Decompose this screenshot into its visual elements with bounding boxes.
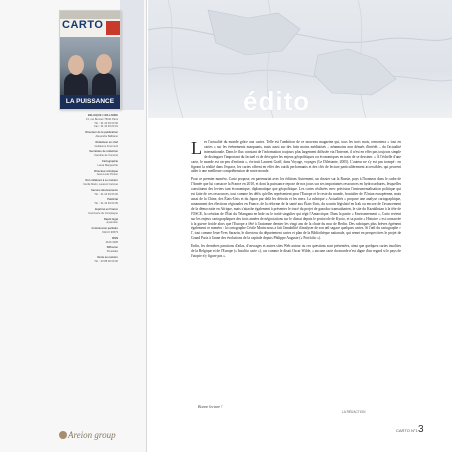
magazine-cover [59,10,121,110]
paragraph-2: Pour ce premier numéro, Carto propose, en partenariat avec les éditions Autrement, un dossier sur la Russie, pays à l'honneur dans le cadre de l'Année que lui consacre la France en 2010, et dont la puissance repose de nos jours sur ses importantes ressources en hydrocarbures, lesquelles constituent des leviers tant économique, diplomatique que géopolitique. Les cartes réalisées avec précision l'instrumentalisation politique qui est faite de ces ressources, tout comme les défis qu'elles représentent pour l'Europe et le reste du monde, frontalier de l'Union européenne, mais aussi de la Chine, des États-Unis et du Japon par delà les détroits et les mers. La rubrique « Actualités » propose une analyse cartographique, notamment des élections régionales en France, de la réforme de la santé aux États-Unis, du scrutin législatif en Irak ou encore de l'avancement de la démocratie en Afrique, mais s'attache également à présenter le tracé du projet de gazoduc transsaharien, le site du Kazakhstan à la tête de l'OSCE, la création de l'État du Telangana en Inde ou le traité singulier qui régit l'Antarctique. Dans la partie « Environnement », Carto revient sur les enjeux cartographiques des trois années de négociations sur le climat depuis le protocole de Kyoto, et sa partie « Histoire » est consacrée à la guerre froide alors que l'Europe a fêté à l'automne dernier les vingt ans de la chute du mur de Berlin. Des rubriques plus brèves égrènent également ce numéro : la cartographe Cécile Marin nous a fait l'amabilité d'analyser de son œil sagace quelques cartes. Si l'œil du cartographe ≠ l', tout comme Jean-Yves Sarazin, le directeur du département cartes et plan de la Bibliothèque nationale, qui remet en perspectives le projet de Grand Paris à l'aune des évolutions de la capitale depuis Philippe Auguste (« Portfolio »). [191,177,401,241]
cover-headline: LA PUISSANCE [60,95,120,109]
credit-text: Tél. : 01 44 93 00 00 [94,121,118,125]
cover-photo [60,37,120,95]
credit-text: Tél. : 03 88 00 00 00 [94,259,118,263]
figure-right-face [96,54,112,74]
credit-text: Fax : 01 44 93 00 01 [94,125,118,129]
editorial-body [191,140,401,262]
credit-text: Presstalis [106,250,118,254]
publisher-logo-text: Areion group [68,430,116,440]
publisher-logo [59,430,116,440]
cover-top-band [60,11,120,19]
credit-heading: Service abonnements [91,188,118,192]
section-title: édito [243,86,311,116]
credit-text: Caroline de Comerel [94,154,118,158]
credit-heading: Cartographie [101,159,118,163]
credit-heading: Secrétaire de rédaction [89,150,118,154]
credit-text: Tél. : 01 44 93 06 00 [94,192,118,196]
credit-text: Alexandre Balbiano [95,134,118,138]
masthead-credits [40,112,118,264]
credit-text: 2100-1995 [105,240,118,244]
credit-text: Tél. : 01 44 93 00 05 [94,202,118,206]
credit-heading: BELGIQUE / HOLLANDE [87,114,118,117]
credit-heading: Publicité [107,198,118,202]
vertical-banner-strip [120,0,144,110]
cover-red-badge [106,21,120,35]
credit-heading: Imprimé en France [94,207,118,211]
paragraph-1 [191,140,401,174]
credit-heading: Rédacteur en chef [95,140,118,144]
credit-heading: Dépôt légal [104,217,118,221]
dropcap: L [191,138,202,158]
page-number: 3 [418,424,424,435]
credit-text: Jean-Louis Pinson [96,173,118,177]
credit-text: Cécile Marin, Laurent Carroué [83,182,118,186]
credit-text: 21, rue Bouvier 75011 Paris [86,117,118,121]
figure-left-face [68,55,84,75]
paragraph-3: Enfin, les dernières parutions d'atlas, d'ouvrages et autres sites Web autour ou ces questions sont présentées, ainsi que quelques cartes insolites de la Belgique et de l'Europe (« Insolito carte »), car comme le disait Oscar Wilde, « aucune carte du monde n'est digne d'un regard si le pays de l'utopie n'y figure pas ». [191,244,401,258]
credit-heading: Commission paritaire [91,227,118,231]
signature: LA RÉDACTION [342,410,366,414]
credit-heading: Directeur artistique [94,169,118,173]
folio-label: CARTO N°1 [396,428,418,433]
credit-text: Imprimerie de Compiègne [88,211,118,215]
credit-heading: Directeur de la publication [85,131,118,135]
publisher-logo-mark-icon [59,431,67,439]
credit-text: à parution [106,221,118,225]
credit-text: Laura Margueritte [97,163,118,167]
credit-heading: ISSN [111,236,118,240]
closing-line: Bonne lecture ! [198,404,223,409]
credit-heading: Vente au numéro [97,255,118,259]
credit-heading: Ont collaboré à ce numéro [85,179,118,183]
paragraph-1-text: es l'actualité du monde grâce aux cartes. Telle est l'ambition de ce nouveau magazine qui, tous les trois mois, remontera « tout en cartes » sur les événements marquants, mais aussi sur des faits moins médiatisés – néanmoins non dénués d'intérêt – du l'actualité internationale. Dans le flux constant de l'information toujours plus largement diffusée via l'Internet, il n'est en effet pas toujours simple de distinguer l'important du factuel et de décrypter les enjeux géopolitiques ou économiques en train de se dessiner. « À l'échelle d'une carte, le monde est un peu d'enfants », écrivait Laurent Graff, dans Voyage, voyages (Le Dilettante, 2005). L'auteur ne s'y est pas trompé : en figeant la réalité dans l'espace, les cartes offrent en effet des outils performants et des clés de lecture particulièrement accessibles, qui peuvent aider à une meilleure compréhension de notre monde. [191,140,401,174]
column-divider [146,0,147,452]
figure-right-suit [92,73,116,95]
cover-logo: CARTO [62,19,104,31]
credit-text: Guillaume Fourmont [94,144,118,148]
credit-text: 0114 K 90573 [102,230,118,234]
figure-left-suit [64,73,88,95]
credit-heading: Diffusion [106,246,118,250]
